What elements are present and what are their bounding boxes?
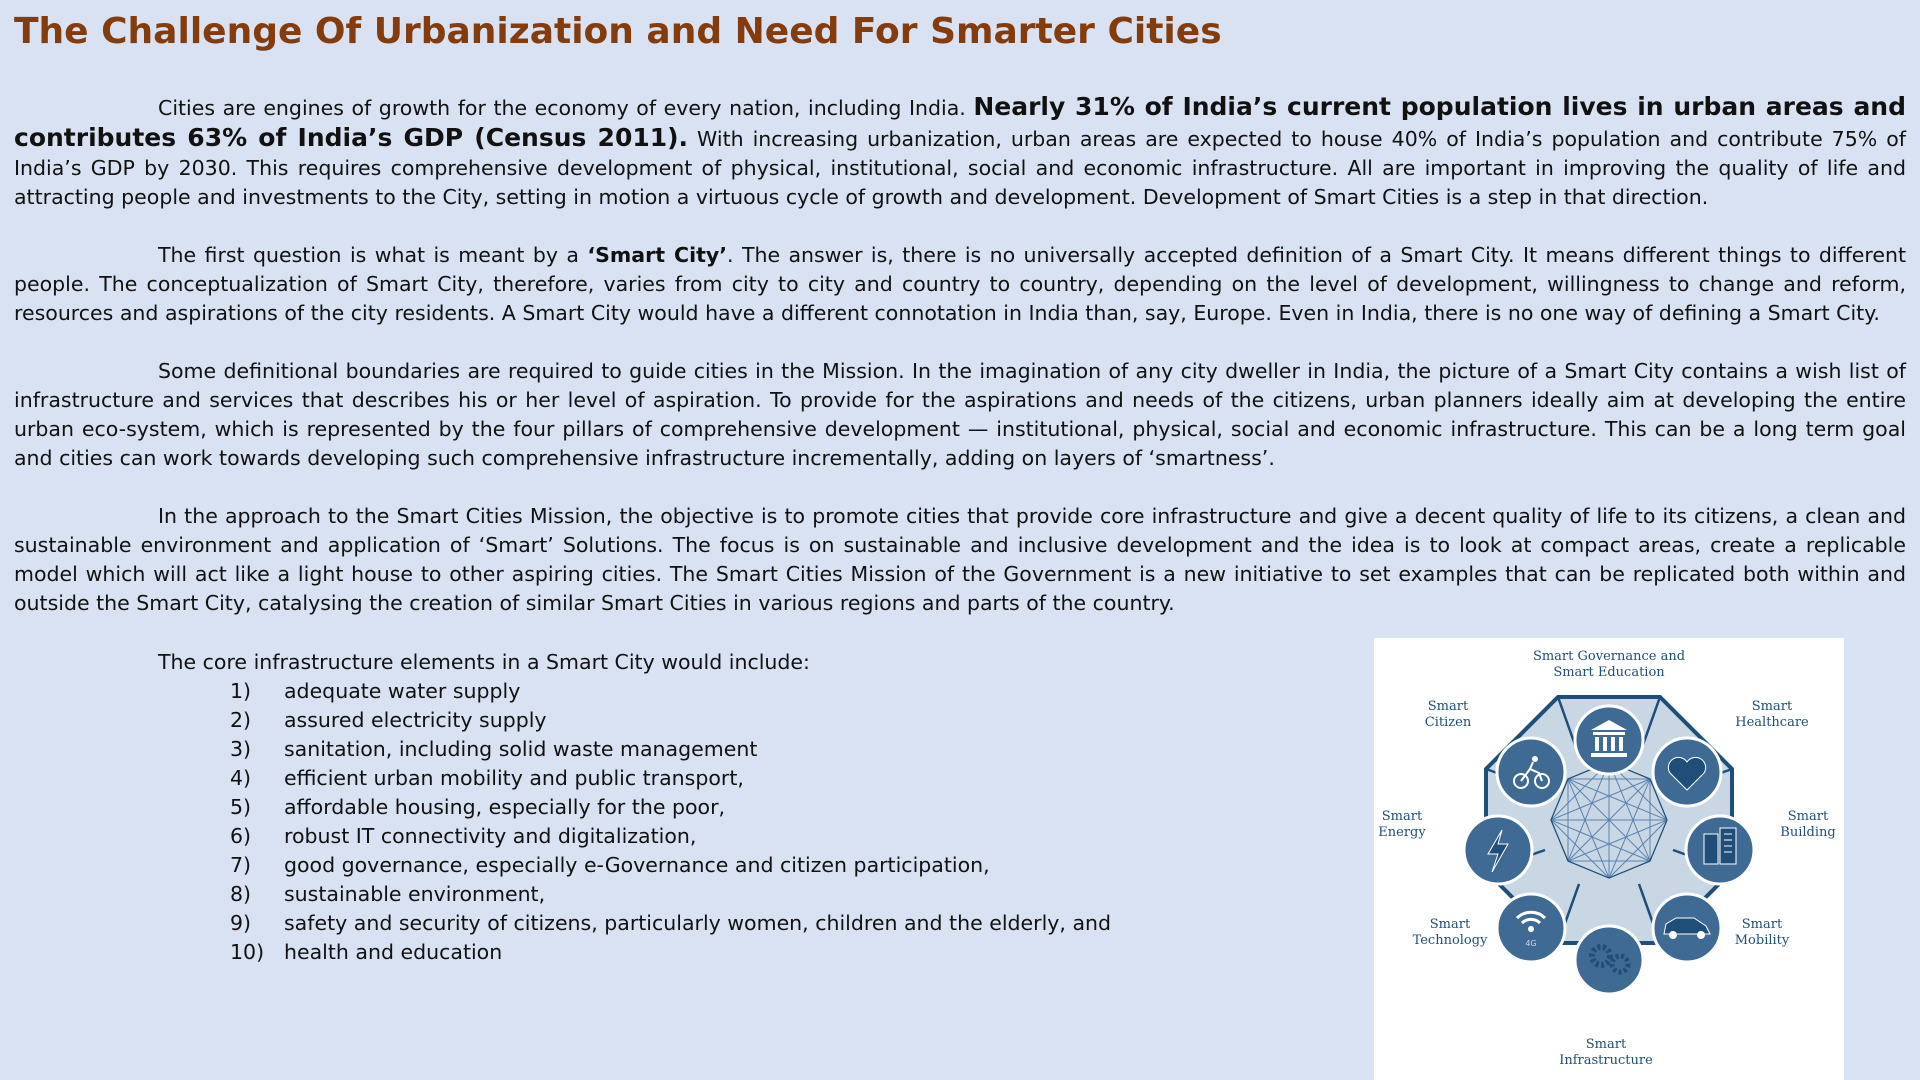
label-energy-line1: Smart (1381, 809, 1423, 824)
list-item-text: efficient urban mobility and public transport, (284, 766, 744, 790)
list-item-number: 5) (230, 795, 252, 819)
list-item (230, 677, 1111, 706)
label-building-line1: Smart (1787, 809, 1829, 824)
car-icon (1653, 894, 1721, 962)
heart-icon (1653, 738, 1721, 806)
list-item-number: 10) (230, 940, 265, 964)
list-item (230, 735, 1111, 764)
lightning-icon (1464, 816, 1532, 884)
list-item (230, 851, 1111, 880)
paragraph-4 (14, 502, 1906, 618)
list-item-number: 7) (230, 853, 252, 877)
label-infrastructure-line2: Infrastructure (1559, 1053, 1653, 1068)
paragraph-2-before: The first question is what is meant by a (158, 243, 588, 267)
list-item-text: sanitation, including solid waste management (284, 737, 758, 761)
label-governance-line2: Smart Education (1553, 665, 1665, 680)
label-energy-line2: Energy (1378, 825, 1426, 840)
list-item-text: affordable housing, especially for the poor, (284, 795, 726, 819)
label-infrastructure-line1: Smart (1585, 1037, 1627, 1052)
paragraph-1-highlight: Nearly 31% of India’s current population lives in urban areas and contributes 63% of India’s GDP (Census 2011). (14, 92, 1907, 152)
document-page (14, 0, 1906, 618)
smart-city-diagram (1374, 638, 1844, 1080)
list-item-number: 6) (230, 824, 252, 848)
list-item (230, 706, 1111, 735)
list-item-text: good governance, especially e-Governance and citizen participation, (284, 853, 990, 877)
paragraph-2 (14, 241, 1906, 328)
paragraph-4-text: In the approach to the Smart Cities Mission, the objective is to promote cities that provide core infrastructure and give a decent quality of life to its citizens, a clean and sustainable environment and application of ‘Smart’ Solutions. The focus is on sustainable and inclusive development and the idea is to look at compact areas, create a replicable model which will act like a light house to other aspiring cities. The Smart Cities Mission of the Government is a new initiative to set examples that can be replicated both within and outside the Smart City, catalysing the creation of similar Smart Cities in various regions and parts of the country. (14, 504, 1906, 615)
list-item (230, 822, 1111, 851)
paragraph-2-after: . The answer is, there is no universally accepted definition of a Smart City. It means different things to different people. The conceptualization of Smart City, therefore, varies from city to city and country to country, depending on the level of development, willingness to change and reform, resources and aspirations of the city residents. A Smart City would have a different connotation in India than, say, Europe. Even in India, there is no one way of defining a Smart City. (14, 243, 1906, 325)
label-healthcare-line1: Smart (1751, 699, 1793, 714)
list-item-number: 9) (230, 911, 252, 935)
list-item (230, 793, 1111, 822)
list-item (230, 880, 1111, 909)
list-item-text: robust IT connectivity and digitalization, (284, 824, 697, 848)
list-item-text: safety and security of citizens, particularly women, children and the elderly, and (284, 911, 1112, 935)
list-item-number: 4) (230, 766, 252, 790)
label-mobility-line1: Smart (1741, 917, 1783, 932)
list-item-number: 8) (230, 882, 252, 906)
government-building-icon (1575, 706, 1643, 774)
list-item (230, 909, 1111, 938)
label-healthcare-line2: Healthcare (1735, 715, 1809, 730)
list-intro: The core infrastructure elements in a Smart City would include: (158, 650, 810, 674)
label-citizen-line2: Citizen (1424, 715, 1472, 730)
cyclist-icon (1497, 738, 1565, 806)
paragraph-3 (14, 357, 1906, 473)
network-mesh (1551, 762, 1667, 878)
gears-icon (1575, 926, 1643, 994)
list-item-text: health and education (284, 940, 503, 964)
label-mobility-line2: Mobility (1734, 933, 1790, 948)
core-infrastructure-list (158, 648, 1111, 967)
list-item-number: 1) (230, 679, 252, 703)
smart-city-octagon-svg (1374, 638, 1844, 1080)
paragraph-2-smart-city-term: ‘Smart City’ (587, 243, 728, 267)
label-citizen-line1: Smart (1427, 699, 1469, 714)
paragraph-1-intro: Cities are engines of growth for the economy of every nation, including India. (158, 96, 974, 120)
label-building-line2: Building (1780, 825, 1836, 840)
list-item-text: sustainable environment, (284, 882, 546, 906)
list-item-number: 2) (230, 708, 252, 732)
wifi-4g-icon (1497, 894, 1565, 962)
wifi-4g-badge: 4G (1525, 939, 1537, 948)
building-icon (1686, 816, 1754, 884)
list-item-number: 3) (230, 737, 252, 761)
paragraph-1 (14, 92, 1906, 212)
label-governance-line1: Smart Governance and (1532, 649, 1686, 664)
paragraph-3-text: Some definitional boundaries are required to guide cities in the Mission. In the imagination of any city dweller in India, the picture of a Smart City contains a wish list of infrastructure and services that describes his or her level of aspiration. To provide for the aspirations and needs of the citizens, urban planners ideally aim at developing the entire urban eco-system, which is represented by the four pillars of comprehensive development — institutional, physical, social and economic infrastructure. This can be a long term goal and cities can work towards developing such comprehensive infrastructure incrementally, adding on layers of ‘smartness’. (14, 359, 1906, 470)
list-item (230, 764, 1111, 793)
page-title: The Challenge Of Urbanization and Need For Smarter Cities (14, 11, 1222, 52)
label-technology-line2: Technology (1412, 933, 1488, 948)
label-technology-line1: Smart (1429, 917, 1471, 932)
list-item-text: assured electricity supply (284, 708, 547, 732)
core-list-items (158, 677, 1111, 967)
list-item (230, 938, 1111, 967)
list-item-text: adequate water supply (284, 679, 521, 703)
paragraph-1-rest: With increasing urbanization, urban areas are expected to house 40% of India’s population and contribute 75% of India’s GDP by 2030. This requires comprehensive development of physical, institutional, social and economic infrastructure. All are important in improving the quality of life and attracting people and investments to the City, setting in motion a virtuous cycle of growth and development. Development of Smart Cities is a step in that direction. (14, 127, 1906, 209)
